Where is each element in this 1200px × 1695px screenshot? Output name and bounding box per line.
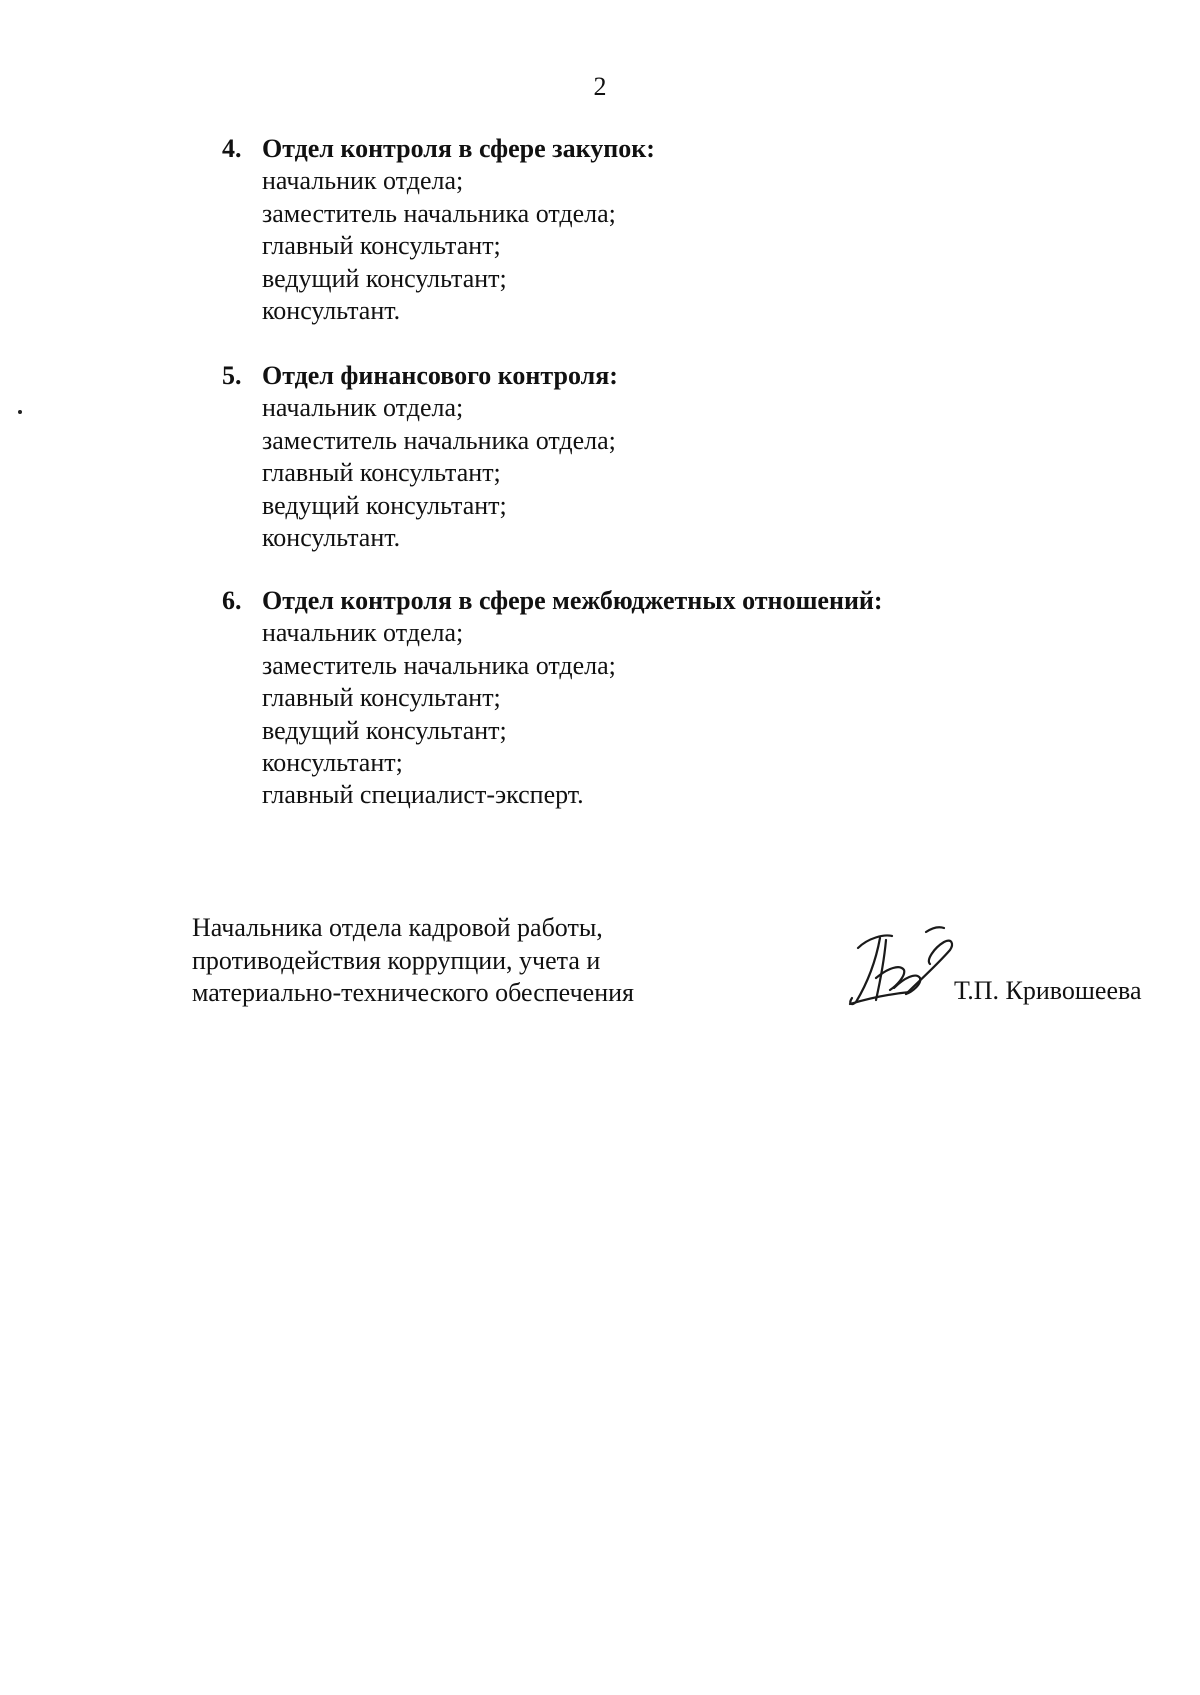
signatory-name: Т.П. Кривошеева	[954, 976, 1142, 1005]
position-item: ведущий консультант;	[262, 490, 507, 520]
position-item: начальник отдела;	[262, 618, 464, 648]
position-list	[262, 392, 618, 554]
position-list	[262, 617, 883, 811]
position-item: главный консультант;	[262, 458, 501, 488]
position-item: заместитель начальника отдела;	[262, 650, 616, 680]
section-title	[222, 585, 883, 617]
section-title-text: Отдел контроля в сфере межбюджетных отношений:	[262, 586, 883, 615]
signatory-title	[192, 912, 634, 1010]
department-section-5	[222, 360, 618, 554]
position-item: заместитель начальника отдела;	[262, 425, 616, 455]
position-item: главный консультант;	[262, 231, 501, 261]
signatory-title-line: материально-технического обеспечения	[192, 978, 634, 1007]
handwritten-signature	[840, 920, 960, 1010]
position-item: консультант.	[262, 523, 401, 553]
page-number: 2	[593, 72, 607, 101]
position-item: главный специалист-эксперт.	[262, 780, 584, 810]
signatory-title-line: Начальника отдела кадровой работы,	[192, 913, 603, 942]
section-title	[222, 360, 618, 392]
position-item: консультант;	[262, 748, 403, 778]
section-number: 5.	[222, 361, 242, 390]
position-item: консультант.	[262, 296, 401, 326]
position-list	[262, 165, 655, 327]
position-item: начальник отдела;	[262, 393, 464, 423]
position-item: начальник отдела;	[262, 166, 464, 196]
section-title	[222, 133, 655, 165]
section-number: 4.	[222, 134, 242, 163]
position-item: ведущий консультант;	[262, 715, 507, 745]
scan-artifact-dot	[18, 410, 22, 414]
position-item: заместитель начальника отдела;	[262, 198, 616, 228]
department-section-4	[222, 133, 655, 327]
position-item: главный консультант;	[262, 683, 501, 713]
department-section-6	[222, 585, 883, 812]
position-item: ведущий консультант;	[262, 263, 507, 293]
signatory-title-line: противодействия коррупции, учета и	[192, 945, 601, 975]
section-number: 6.	[222, 586, 242, 615]
section-title-text: Отдел контроля в сфере закупок:	[262, 134, 655, 163]
section-title-text: Отдел финансового контроля:	[262, 361, 618, 390]
